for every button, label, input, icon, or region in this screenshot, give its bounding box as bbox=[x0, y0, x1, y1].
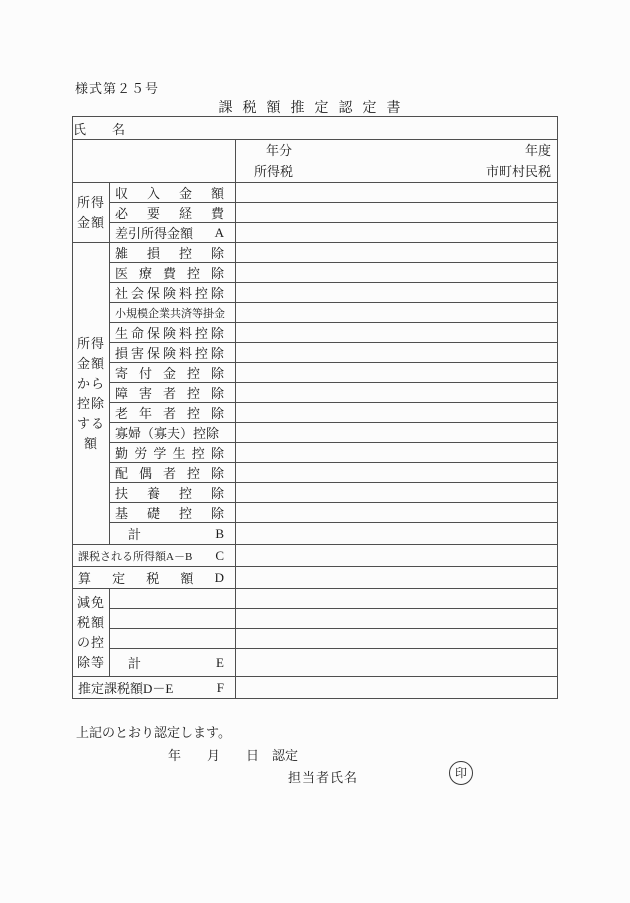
item-label-text: 算 bbox=[78, 571, 92, 586]
table-row bbox=[73, 503, 558, 523]
item-label-text: 労 bbox=[134, 446, 148, 461]
item-letter: C bbox=[215, 547, 224, 563]
item-label-cell bbox=[110, 323, 236, 343]
side-label-line: 所得 bbox=[76, 335, 105, 351]
value-cell bbox=[236, 589, 558, 609]
item-label-cell bbox=[110, 223, 236, 243]
item-label-text: 年 bbox=[138, 406, 152, 421]
item-label-text: 経 bbox=[178, 206, 192, 221]
item-label-cell bbox=[110, 363, 236, 383]
tax-form-table bbox=[72, 116, 558, 699]
value-cell bbox=[236, 523, 558, 545]
item-label-text: 保 bbox=[146, 346, 160, 361]
value-cell bbox=[236, 323, 558, 343]
item-letter: B bbox=[215, 525, 224, 541]
side-label-line: の控 bbox=[76, 634, 105, 650]
item-label-text: 療 bbox=[138, 266, 152, 281]
item-label-text: 除 bbox=[210, 386, 224, 401]
item-label-text: 扶 bbox=[115, 486, 129, 501]
item-label-text: 除 bbox=[210, 406, 224, 421]
value-cell bbox=[236, 629, 558, 649]
side-label-line: から bbox=[76, 375, 105, 391]
table-row bbox=[73, 629, 558, 649]
item-label-text: 勤 bbox=[115, 446, 129, 461]
side-label-line: 除等 bbox=[76, 654, 105, 670]
table-row bbox=[73, 383, 558, 403]
value-cell bbox=[236, 383, 558, 403]
item-label-cell bbox=[110, 483, 236, 503]
table-row bbox=[73, 283, 558, 303]
item-label-cell bbox=[110, 183, 236, 203]
item-letter: D bbox=[214, 569, 224, 585]
item-label-text: 控 bbox=[178, 486, 192, 501]
item-label-text: 控 bbox=[194, 346, 208, 361]
stamp-character: 印 bbox=[454, 766, 467, 780]
item-label-text: 除 bbox=[210, 446, 224, 461]
document-title: 課税額推定認定書 bbox=[218, 101, 411, 116]
value-cell bbox=[236, 463, 558, 483]
item-label-text: 者 bbox=[162, 406, 176, 421]
item-label-text: 要 bbox=[146, 206, 160, 221]
item-label-text: 控 bbox=[186, 466, 200, 481]
item-label-text: 計 bbox=[115, 527, 142, 542]
side-label-line: 金額 bbox=[76, 214, 105, 230]
value-cell bbox=[236, 677, 558, 699]
item-label-text: 医 bbox=[115, 266, 129, 281]
staff-name-label: 担当者氏名 bbox=[288, 770, 359, 785]
item-label-text: 命 bbox=[130, 326, 144, 341]
item-label-text: 寄 bbox=[115, 366, 129, 381]
year-header-left-cell bbox=[73, 140, 236, 183]
value-cell bbox=[236, 223, 558, 243]
item-label-text: 学 bbox=[153, 446, 167, 461]
item-label-text: 費 bbox=[210, 206, 224, 221]
item-label-text: 料 bbox=[178, 326, 192, 341]
item-label-text: 険 bbox=[162, 346, 176, 361]
item-label-cell bbox=[73, 567, 236, 589]
item-label-text: 除 bbox=[210, 506, 224, 521]
item-label-text: 損 bbox=[115, 346, 129, 361]
item-label-text: 基 bbox=[115, 506, 129, 521]
fiscal-year-label: 年度 bbox=[524, 143, 551, 158]
value-cell bbox=[236, 567, 558, 589]
item-label-text: 寡婦（寡夫）控除 bbox=[115, 426, 220, 441]
item-label-text: 定 bbox=[112, 571, 126, 586]
item-letter: F bbox=[216, 679, 224, 695]
form-number: 様式第２５号 bbox=[75, 81, 160, 96]
item-label-text: 除 bbox=[210, 346, 224, 361]
table-row bbox=[73, 443, 558, 463]
item-label-text: 会 bbox=[130, 286, 144, 301]
item-label-text: 費 bbox=[162, 266, 176, 281]
side-label-line: 減免 bbox=[76, 594, 105, 610]
item-label-text: 控 bbox=[178, 246, 192, 261]
value-cell bbox=[236, 423, 558, 443]
value-cell bbox=[236, 649, 558, 677]
item-label-text: 老 bbox=[115, 406, 129, 421]
item-label-cell bbox=[110, 609, 236, 629]
item-label-text: 料 bbox=[178, 286, 192, 301]
item-label-text: 税 bbox=[146, 571, 160, 586]
table-row bbox=[73, 609, 558, 629]
item-label-text: 除 bbox=[210, 246, 224, 261]
side-label-line: 額 bbox=[83, 435, 98, 451]
table-row bbox=[73, 223, 558, 243]
item-label-text: 控 bbox=[186, 386, 200, 401]
item-label-text: 損 bbox=[146, 246, 160, 261]
table-row bbox=[73, 243, 558, 263]
table-row bbox=[73, 523, 558, 545]
date-line: 年 月 日 認定 bbox=[168, 748, 299, 763]
item-label-text: 配 bbox=[115, 466, 129, 481]
item-label-text: 社 bbox=[115, 286, 129, 301]
table-row bbox=[73, 423, 558, 443]
item-label-text: 差引所得金額 bbox=[115, 226, 194, 241]
table-row bbox=[73, 403, 558, 423]
item-label-text: 料 bbox=[178, 346, 192, 361]
inkan-stamp bbox=[449, 761, 473, 785]
value-cell bbox=[236, 503, 558, 523]
item-label-text: 控 bbox=[191, 446, 205, 461]
item-label-text: 生 bbox=[115, 326, 129, 341]
value-cell bbox=[236, 263, 558, 283]
table-row bbox=[73, 203, 558, 223]
item-letter: E bbox=[216, 654, 224, 670]
item-label-text: 障 bbox=[115, 386, 129, 401]
item-label-text: 推定課税額D－E bbox=[78, 681, 174, 696]
table-row bbox=[73, 463, 558, 483]
item-label-text: 除 bbox=[210, 366, 224, 381]
item-label-cell bbox=[110, 343, 236, 363]
item-label-cell bbox=[73, 545, 236, 567]
table-row bbox=[73, 183, 558, 203]
item-label-text: 控 bbox=[186, 406, 200, 421]
item-label-cell bbox=[110, 629, 236, 649]
item-label-cell bbox=[110, 443, 236, 463]
item-label-text: 計 bbox=[115, 656, 142, 671]
item-label-text: 除 bbox=[210, 466, 224, 481]
item-label-text: 金 bbox=[178, 186, 192, 201]
item-label-text: 額 bbox=[210, 186, 224, 201]
value-cell bbox=[236, 609, 558, 629]
item-label-cell bbox=[110, 503, 236, 523]
table-row bbox=[73, 649, 558, 677]
item-label-text: 必 bbox=[115, 206, 129, 221]
item-label-text: 険 bbox=[162, 286, 176, 301]
item-label-text: 雑 bbox=[115, 246, 129, 261]
item-label-text: 小規模企業共済等掛金 bbox=[115, 307, 225, 320]
item-label-cell bbox=[110, 243, 236, 263]
item-label-text: 保 bbox=[146, 286, 160, 301]
item-label-cell bbox=[110, 203, 236, 223]
item-label-text: 除 bbox=[210, 266, 224, 281]
item-label-cell bbox=[110, 383, 236, 403]
section-side-label bbox=[73, 589, 110, 677]
value-cell bbox=[236, 183, 558, 203]
table-row bbox=[73, 343, 558, 363]
side-label-line: 所得 bbox=[76, 194, 105, 210]
name-field-label: 氏 名 bbox=[73, 117, 558, 140]
item-label-text: 害 bbox=[130, 346, 144, 361]
item-label-text: 課税される所得額A－B bbox=[78, 550, 193, 563]
income-tax-label: 所得税 bbox=[254, 164, 294, 179]
item-label-text: 付 bbox=[138, 366, 152, 381]
item-label-text: 除 bbox=[210, 326, 224, 341]
item-label-text: 偶 bbox=[138, 466, 152, 481]
item-label-cell bbox=[110, 283, 236, 303]
item-label-cell bbox=[73, 677, 236, 699]
year-header-cell bbox=[236, 140, 558, 183]
value-cell bbox=[236, 203, 558, 223]
certification-text: 上記のとおり認定します。 bbox=[76, 725, 231, 740]
item-label-cell bbox=[110, 463, 236, 483]
value-cell bbox=[236, 483, 558, 503]
side-label-line: 税額 bbox=[76, 614, 105, 630]
value-cell bbox=[236, 243, 558, 263]
table-row bbox=[73, 363, 558, 383]
item-label-cell bbox=[110, 423, 236, 443]
item-label-cell bbox=[110, 523, 236, 545]
side-label-line: 控除 bbox=[76, 395, 105, 411]
item-label-text: 控 bbox=[186, 366, 200, 381]
value-cell bbox=[236, 343, 558, 363]
value-cell bbox=[236, 403, 558, 423]
item-label-text: 控 bbox=[178, 506, 192, 521]
item-label-text: 害 bbox=[138, 386, 152, 401]
value-cell bbox=[236, 303, 558, 323]
income-tax-year-label: 年分 bbox=[266, 143, 293, 158]
table-row bbox=[73, 263, 558, 283]
item-label-text: 除 bbox=[210, 286, 224, 301]
value-cell bbox=[236, 443, 558, 463]
side-label-line: 金額 bbox=[76, 355, 105, 371]
item-label-text: 額 bbox=[180, 571, 194, 586]
item-label-text: 入 bbox=[146, 186, 160, 201]
side-label-line: する bbox=[76, 415, 105, 431]
item-label-text: 礎 bbox=[146, 506, 160, 521]
item-label-cell bbox=[110, 263, 236, 283]
name-row bbox=[73, 117, 558, 140]
item-label-text: 険 bbox=[162, 326, 176, 341]
year-header-row bbox=[73, 140, 558, 183]
item-label-text: 収 bbox=[115, 186, 129, 201]
section-side-label bbox=[73, 183, 110, 243]
table-row bbox=[73, 323, 558, 343]
item-label-text: 生 bbox=[172, 446, 186, 461]
table-row bbox=[73, 589, 558, 609]
item-label-cell bbox=[110, 403, 236, 423]
municipal-tax-label: 市町村民税 bbox=[485, 164, 551, 179]
item-label-text: 養 bbox=[146, 486, 160, 501]
item-label-text: 者 bbox=[162, 466, 176, 481]
value-cell bbox=[236, 283, 558, 303]
section-side-label bbox=[73, 243, 110, 545]
table-row bbox=[73, 303, 558, 323]
table-row bbox=[73, 567, 558, 589]
item-label-cell bbox=[110, 589, 236, 609]
item-label-cell bbox=[110, 649, 236, 677]
value-cell bbox=[236, 545, 558, 567]
item-label-text: 控 bbox=[186, 266, 200, 281]
table-row bbox=[73, 677, 558, 699]
item-label-text: 者 bbox=[162, 386, 176, 401]
item-label-cell bbox=[110, 303, 236, 323]
item-letter: A bbox=[214, 224, 224, 240]
item-label-text: 保 bbox=[146, 326, 160, 341]
table-row bbox=[73, 545, 558, 567]
item-label-text: 控 bbox=[194, 286, 208, 301]
item-label-text: 控 bbox=[194, 326, 208, 341]
value-cell bbox=[236, 363, 558, 383]
item-label-text: 金 bbox=[162, 366, 176, 381]
table-row bbox=[73, 483, 558, 503]
item-label-text: 除 bbox=[210, 486, 224, 501]
